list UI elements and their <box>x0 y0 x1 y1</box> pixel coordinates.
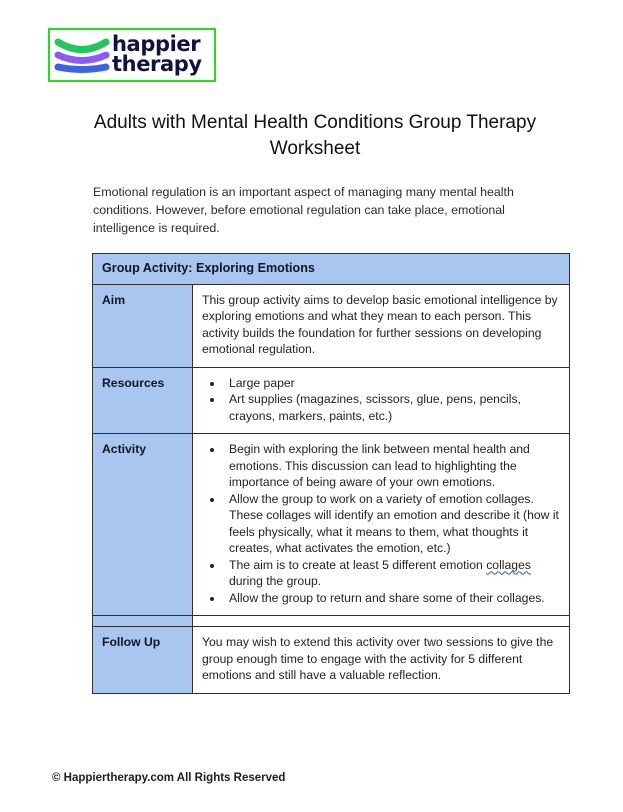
list-item: • Begin with exploring the link between mental health and emotions. This discussion can lead to highlighting the importance of being aware of your own emotions. <box>224 441 560 491</box>
logo-swoosh-icon <box>54 33 110 77</box>
list-item-spellchecked: • The aim is to create at least 5 different emotion collages during the group. <box>224 557 560 590</box>
row-content-resources <box>193 367 570 434</box>
activity-list <box>202 441 560 606</box>
table-header-row <box>93 254 570 285</box>
list-item: • Large paper <box>224 375 560 392</box>
list-item: • Art supplies (magazines, scissors, glue, pens, pencils, crayons, markers, paints, etc.) <box>224 391 560 424</box>
row-label-aim: Aim <box>93 284 193 367</box>
table-header-title: Group Activity: Exploring Emotions <box>93 254 570 285</box>
row-content-follow-up: You may wish to extend this activity over two sessions to give the group enough time to engage with the activity for 5 different emotions and still have a valuable reflection. <box>193 627 570 694</box>
spellcheck-underlined-word: collages <box>486 557 531 572</box>
copyright-footer: © Happiertherapy.com All Rights Reserved <box>52 772 286 784</box>
list-item: • Allow the group to work on a variety of emotion collages. These collages will identify an emotion and describe it (how it feels physically, what it means to them, what thoughts it creates, what activates the emotion, etc.) <box>224 491 560 557</box>
logo-wordmark <box>112 32 202 76</box>
row-content-activity <box>193 434 570 616</box>
list-item: • Allow the group to return and share some of their collages. <box>224 590 560 607</box>
row-label-follow-up: Follow Up <box>93 627 193 694</box>
table-row-activity <box>93 434 570 616</box>
page-title: Adults with Mental Health Conditions Group Therapy Worksheet <box>93 112 537 159</box>
table-row-follow-up <box>93 627 570 694</box>
resources-list <box>202 375 560 425</box>
brand-logo <box>48 28 216 82</box>
row-content-aim: This group activity aims to develop basic emotional intelligence by exploring emotions and what they mean to each person. This activity builds the foundation for further sessions on developing emotional regulation. <box>193 284 570 367</box>
row-label-resources: Resources <box>93 367 193 434</box>
table-spacer-row <box>93 616 570 627</box>
intro-paragraph: Emotional regulation is an important aspect of managing many mental health conditions. However, before emotional regulation can take place, emotional intelligence is required. <box>93 185 514 235</box>
table-row-resources <box>93 367 570 434</box>
table-row-aim <box>93 284 570 367</box>
logo-word-line1: happier <box>112 32 201 57</box>
row-label-activity: Activity <box>93 434 193 616</box>
activity-table <box>92 253 570 694</box>
logo-word-line2: therapy <box>112 52 202 76</box>
